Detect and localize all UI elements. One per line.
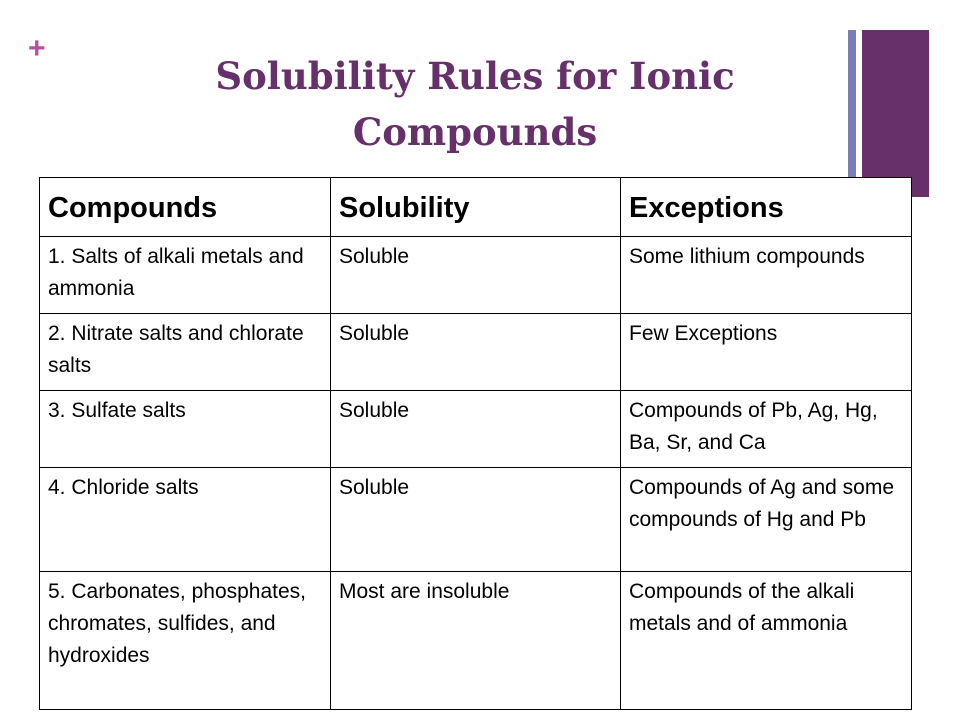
cell-solubility: Soluble [331, 314, 621, 391]
solubility-rules-table [39, 177, 912, 710]
accent-bar-thin [848, 30, 856, 197]
cell-solubility: Soluble [331, 391, 621, 468]
cell-compound: 4. Chloride salts [40, 468, 331, 572]
table-row [40, 468, 912, 572]
cell-compound: 5. Carbonates, phosphates, chromates, sulfides, and hydroxides [40, 572, 331, 710]
table-row [40, 314, 912, 391]
cell-exceptions: Compounds of Pb, Ag, Hg, Ba, Sr, and Ca [621, 391, 912, 468]
header-solubility: Solubility [331, 178, 621, 237]
cell-solubility: Most are insoluble [331, 572, 621, 710]
table-row [40, 391, 912, 468]
cell-exceptions: Compounds of the alkali metals and of ammonia [621, 572, 912, 710]
header-compounds: Compounds [40, 178, 331, 237]
cell-compound: 2. Nitrate salts and chlorate salts [40, 314, 331, 391]
cell-compound: 3. Sulfate salts [40, 391, 331, 468]
cell-solubility: Soluble [331, 237, 621, 314]
cell-exceptions: Compounds of Ag and some compounds of Hg and Pb [621, 468, 912, 572]
accent-bar-thick [862, 30, 929, 197]
table-row [40, 572, 912, 710]
cell-solubility: Soluble [331, 468, 621, 572]
cell-exceptions: Some lithium compounds [621, 237, 912, 314]
table-header-row [40, 178, 912, 237]
cell-exceptions: Few Exceptions [621, 314, 912, 391]
header-exceptions: Exceptions [621, 178, 912, 237]
table-row [40, 237, 912, 314]
slide-title: Solubility Rules for Ionic Compounds [215, 54, 735, 154]
plus-icon: + [28, 32, 46, 65]
cell-compound: 1. Salts of alkali metals and ammonia [40, 237, 331, 314]
